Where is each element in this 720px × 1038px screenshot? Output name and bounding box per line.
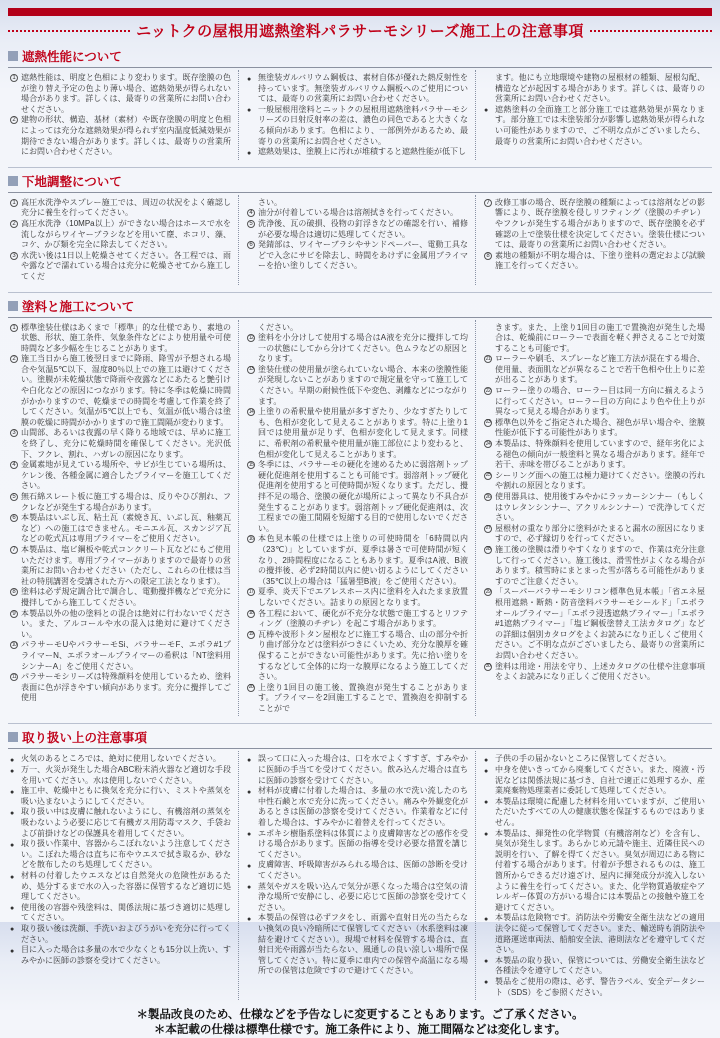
- circled-number-icon: 1: [10, 74, 18, 82]
- precaution-item: [484, 73, 705, 105]
- section-paint-and-application: [8, 292, 712, 717]
- bullet-icon: ●: [247, 862, 252, 870]
- precaution-item: [247, 198, 468, 209]
- text-column: [475, 195, 712, 285]
- circled-number-icon: 18: [248, 610, 254, 617]
- circled-number-icon: 27: [485, 525, 491, 532]
- precaution-text: ください。: [258, 322, 298, 332]
- circled-number-icon: 8: [484, 252, 492, 260]
- precaution-item: [484, 105, 705, 147]
- precaution-item: [247, 105, 468, 147]
- precaution-item: [484, 765, 705, 797]
- precaution-item: [484, 386, 705, 418]
- precaution-text: ローラーや刷毛、スプレーなど施工方法が混在する場合、使用量、表面肌などが異なることで若干色相や仕上りに差が出ることがあります。: [495, 354, 705, 385]
- precaution-item: [247, 683, 468, 715]
- precaution-text: 素地の種類が不明な場合は、下塗り塗料の選定および試験施工を行ってください。: [495, 250, 705, 271]
- bullet-icon: ●: [247, 915, 252, 923]
- section-square-icon: [8, 732, 18, 742]
- precaution-text: 材料の付着したウエスなどは自然発火の危険性があるため、処分するまで水の入った容器に保管するなど適切に処理してください。: [21, 871, 231, 902]
- precaution-text: パラサーモシリーズは特殊顔料を使用しているため、塗料表面に色が浮きやすい傾向があります。充分に攪拌してご使用: [21, 672, 231, 703]
- precaution-item: [247, 240, 468, 272]
- section-title: [8, 172, 712, 193]
- circled-number-icon: 17: [248, 588, 254, 595]
- circled-number-icon: 13: [248, 366, 254, 373]
- circled-number-icon: 1: [10, 324, 18, 332]
- circled-number-icon: 9: [10, 610, 18, 618]
- precaution-item: [247, 860, 468, 881]
- bullet-icon: ●: [10, 905, 15, 913]
- precaution-item: [10, 323, 231, 355]
- bullet-icon: ●: [484, 756, 489, 764]
- text-column: [8, 751, 238, 1000]
- precaution-item: [10, 545, 231, 587]
- circled-number-icon: 24: [485, 440, 491, 447]
- circled-number-icon: 22: [485, 387, 491, 394]
- precaution-text: 取り扱い作業中、容器からこぼれないよう注意してください。こぼれた場合は直ちに布やウエスで拭き取るか、砂などを散布したのち処理してください。: [21, 839, 231, 870]
- precaution-text: 本製品は環境に配慮した材料を用いていますが、ご使用いただいたすべての人の健康状態を保証するものではありません。: [495, 796, 705, 828]
- bullet-icon: ●: [484, 799, 489, 807]
- sections-container: [8, 47, 712, 1000]
- section-square-icon: [8, 176, 18, 186]
- precaution-item: [484, 439, 705, 471]
- precaution-item: [10, 354, 231, 428]
- precaution-item: [484, 418, 705, 439]
- precaution-text: 無塗装ガルバリウム鋼板は、素材自体が優れた熱反射性を持っています。無塗装ガルバリウム鋼板へのご使用については、最寄りの営業所にお問い合わせください。: [258, 73, 468, 104]
- precaution-item: [484, 251, 705, 272]
- section-square-icon: [8, 301, 18, 311]
- precaution-text: 塗装仕様の使用量が塗られていない場合、本来の塗膜性能が発現しないことがありますので規定量を守って施工してください。早期の耐候性低下や変色、剥離などにつながります。: [258, 364, 468, 406]
- bullet-icon: ●: [247, 756, 252, 764]
- precaution-item: [10, 839, 231, 871]
- precaution-item: [484, 492, 705, 524]
- circled-number-icon: 14: [248, 408, 254, 415]
- precaution-item: [247, 73, 468, 105]
- precaution-text: 製品をご使用の際は、必ず、警告ラベル、安全データシート（SDS）をご参照ください。: [495, 976, 705, 997]
- precaution-text: 使用後の容器や残塗料は、関係法規に基づき適切に処理してください。: [21, 902, 231, 923]
- footer-note-2: ＊本記載の仕様は標準仕様です。施工条件により、施工間隔などは変化します。: [153, 1024, 567, 1037]
- precaution-text: 高圧水洗浄（10MPa以上）ができない場合はホースで水を流しながらワイヤーブラシなどを用いて塵、ホコリ、藻、コケ、かび類を完全に除去してください。: [21, 218, 231, 250]
- precaution-item: [10, 428, 231, 460]
- bullet-icon: ●: [10, 873, 15, 881]
- precaution-text: きます。また、上塗り1回目の施工で置換泡が発生した場合は、乾燥前にローラーで表面を軽く押さえることで対策することも可能です。: [495, 322, 705, 353]
- precaution-text: 火気のあるところでは、絶対に使用しないでください。: [21, 754, 221, 764]
- precaution-text: 万一、火災が発生した場合ABC粉末消火器など適切な手段を用いてください。水は使用しないでください。: [21, 765, 231, 785]
- precaution-item: [10, 513, 231, 545]
- precaution-text: 洗浄後、瓦の破損、役物の釘浮きなどの確認を行い、補修が必要な場合は適切に処理してください。: [258, 218, 468, 239]
- precaution-text: 遮熱塗料の全面施工と部分施工では遮熱効果が異なります。部分施工では未塗装部分が影響し遮熱効果が得られない可能性がありますので、ご不明な点がございましたら、最寄りの営業所にお問い合わせください。: [495, 104, 705, 146]
- bullet-icon: ●: [247, 788, 252, 796]
- precaution-text: 本製品は、特殊顔料を使用していますので、経年劣化による褪色の傾向が一般塗料と異なる場合があります。経年で若干、赤味を帯びることがあります。: [495, 439, 705, 470]
- bullet-icon: ●: [484, 979, 489, 987]
- precaution-text: 上塗りの希釈量や使用量が多すぎたり、少なすぎたりしても、色相が変化して見えることがあります。特に上塗り1回では使用量が足りず、色相が変化して見えます。同様に、希釈剤の希釈量や使用量が施工部位により変わると、色相が変化して見えることがあります。: [258, 407, 468, 459]
- circled-number-icon: 5: [10, 493, 18, 501]
- precaution-text: 使用器具は、使用後すみやかにラッカーシンナー（もしくはウレタンシンナー、アクリルシンナー）で洗浄してください。: [495, 492, 705, 523]
- precaution-text: 施工中、乾燥中ともに換気を充分に行い、ミストや蒸気を吸い込まないようにしてください。: [21, 786, 231, 806]
- precaution-text: 目に入った場合は多量の水で少なくとも15分以上洗い、すみやかに医師の診察を受けてください。: [21, 945, 231, 965]
- precaution-text: 本製品は、揮発性の化学物質（有機溶剤など）を含有し、臭気が発生します。あらかじめ元請や施主、近隣住民への説明を行い、了解を得てください。臭気が周辺にある物に付着する場合があります。付着が予想されるものは、施工箇所からできるだけ遠ざけ、屋内に揮発成分が流入しないように養生を行ってください。また、化学物質過敏症やアレルギー体質の方がいる場合には本製品との接触や施工を避けてください。: [495, 828, 705, 912]
- precaution-item: [10, 73, 231, 115]
- circled-number-icon: 5: [247, 220, 255, 228]
- precaution-text: エポキシ樹脂系塗料は体質により皮膚障害などの感作を受ける場合があります。医師の指導を受け必要な措置を講じてください。: [258, 828, 468, 859]
- precaution-item: [10, 807, 231, 839]
- precaution-item: [10, 786, 231, 807]
- circled-number-icon: 2: [10, 220, 18, 228]
- circled-number-icon: 29: [485, 588, 491, 595]
- circled-number-icon: 2: [10, 116, 18, 124]
- precaution-text: 取り扱い中は皮膚に触れないようにし、有機溶剤の蒸気を吸わないよう必要に応じて有機ガス用防毒マスク、手袋および前掛けなどの保護具を着用してください。: [21, 807, 231, 838]
- circled-number-icon: 8: [10, 588, 18, 596]
- precaution-text: 冬季には、パラサーモの硬化を速めるために弱溶剤トップ硬化促進剤を使用することも可能です。弱溶剤トップ硬化促進剤を使用すると可使時間が短くなります。ただし、攪拌不足の場合、塗膜の硬化が場所によって異なり不具合が発生することがあります。弱溶剤トップ硬化促進剤は、次工程までの施工間隔を短縮する目的で使用しないでください。: [258, 460, 468, 533]
- precaution-item: [10, 903, 231, 924]
- precaution-item: [10, 945, 231, 966]
- bullet-icon: ●: [484, 915, 489, 923]
- precaution-text: ローラー塗りの場合、ローラー目は同一方向に揃えるように行ってください。ローラー目の方向により色や仕上りが異なって見える場合があります。: [495, 386, 705, 417]
- precaution-text: 高圧水洗浄やスプレー施工では、周辺の状況をよく確認し充分に養生を行ってください。: [21, 197, 231, 218]
- precaution-text: 本色見本帳の仕様では上塗りの可使時間を「6時間以内（23℃）」としていますが、夏季は暑さで可使時間が短くなり、2時間程度になることもあります。夏季はA液、B液の攪拌後、必ず2時間以内に使い切るようにしてください（35℃以上の場合は「猛暑型B液」をご使用ください）。: [258, 534, 468, 586]
- bullet-icon: ●: [10, 767, 15, 775]
- precaution-item: [484, 587, 705, 661]
- precaution-item: [247, 208, 468, 219]
- circled-number-icon: 28: [485, 546, 491, 553]
- precaution-text: 山間部、あるいは夜露の早く降りる地域では、早めに施工を終了し、充分に乾燥時間を確保してください。光沢低下、フクレ、割れ、ハガレの原因になります。: [21, 428, 231, 459]
- section-handling-precautions: [8, 723, 712, 1000]
- precaution-item: [484, 956, 705, 977]
- precaution-item: [247, 882, 468, 914]
- precaution-text: 無石綿スレート板に施工する場合は、反りやひび割れ、フクレなどが発生する場合があります。: [21, 492, 231, 512]
- circled-number-icon: 10: [11, 641, 17, 648]
- circled-number-icon: 23: [485, 419, 491, 426]
- precaution-item: [10, 672, 231, 704]
- precaution-text: 本製品は危険物です。消防法や労働安全衛生法などの適用法令に従って保管してください。また、輸送時も消防法や道路運送車両法、船舶安全法、港則法などを遵守してください。: [495, 913, 705, 955]
- precaution-text: 各工程において、硬化が不充分な状態で施工するとリフティング（塗膜のチヂレ）を起こす場合があります。: [258, 608, 468, 629]
- circled-number-icon: 11: [11, 673, 17, 680]
- precaution-item: [484, 829, 705, 914]
- text-column: [8, 195, 238, 285]
- precaution-item: [247, 333, 468, 365]
- precaution-item: [247, 323, 468, 334]
- text-column: [238, 751, 475, 1000]
- dotted-leader-left: [8, 30, 130, 32]
- precaution-text: 蒸気やガスを吸い込んで気分が悪くなった場合は空気の清浄な場所で安静にし、必要に応じて医師の診察を受けてください。: [258, 881, 468, 912]
- circled-number-icon: 26: [485, 493, 491, 500]
- precaution-item: [484, 524, 705, 545]
- section-title: [8, 47, 712, 68]
- precaution-text: 塗料は用途・用法を守り、上述カタログの仕様や注意事項をよくお読みになり正しくご使用ください。: [495, 661, 705, 682]
- precaution-item: [484, 471, 705, 492]
- precaution-text: 本製品の保管は必ずフタをし、雨露や直射日光の当たらない換気の良い冷暗所にて保管してください（水系塗料は凍結を避けてください）。現場で材料を保管する場合は、直射日光や雨露が当たらない、風通しの良い涼しい場所で保管してください。特に夏季に車内での保管や高温になる場所での保管は危険ですので避けてください。: [258, 913, 468, 976]
- precaution-item: [10, 219, 231, 251]
- precaution-item: [247, 754, 468, 786]
- bullet-icon: ●: [484, 831, 489, 839]
- footer: [8, 1008, 712, 1038]
- precaution-text: 上塗り1回目の施工後、置換泡が発生することがあります。プライマーを2回施工することで、置換泡を抑制することがで: [258, 682, 468, 713]
- dotted-leader-right: [590, 30, 712, 32]
- precaution-item: [10, 871, 231, 903]
- precaution-text: 一般屋根用塗料とニットクの屋根用遮熱塗料パラサーモシリーズの日射反射率の差は、濃色の同色であると大きくなる傾向があります。色相により、一部例外があるため、最寄りの営業所にお問合せください。: [258, 104, 468, 146]
- precaution-item: [247, 786, 468, 828]
- section-title: [8, 728, 712, 749]
- text-column: [475, 320, 712, 717]
- precaution-item: [247, 365, 468, 407]
- precaution-text: 建物の形状、構造、基材（素材）や既存塗膜の明度と色相によっては充分な遮熱効果が得られず室内温度低減効果が期待できない場合があります。詳しくは、最寄りの営業所にお問い合わせください。: [21, 115, 231, 157]
- precaution-text: 施工後の塗膜は滑りやすくなりますので、作業は充分注意して行ってください。施工後は、滑雪性がよくなる場合があります。積雪時にまとまった雪が落ちる可能性がありますのでご注意ください。: [495, 544, 705, 586]
- precaution-text: 本製品の取り扱い、保管については、労働安全衛生法など各種法令を遵守してください。: [495, 955, 705, 976]
- section-square-icon: [8, 51, 18, 61]
- precaution-item: [484, 662, 705, 683]
- bullet-icon: ●: [484, 107, 489, 115]
- precaution-text: 標準塗装仕様はあくまで「標準」的な仕様であり、素地の状態、形状、施工条件、気象条件などにより使用量や可使時間など多少幅を生じることがあります。: [21, 322, 231, 353]
- section-substrate-preparation: [8, 167, 712, 285]
- footer-note-1: ＊製品改良のため、仕様などを予告なしに変更することもあります。ご了承ください。: [136, 1009, 584, 1022]
- circled-number-icon: 6: [10, 514, 18, 522]
- precaution-text: 夏季、炎天下でエアレスホース内に塗料を入れたまま放置しないでください。詰まりの原因となります。: [258, 587, 468, 607]
- circled-number-icon: 30: [485, 663, 491, 669]
- text-column: [238, 320, 475, 717]
- section-title-text: 下地調整について: [22, 174, 122, 189]
- bullet-icon: ●: [10, 841, 15, 849]
- precaution-item: [10, 251, 231, 283]
- text-column: [238, 195, 475, 285]
- precaution-item: [247, 407, 468, 460]
- top-red-bar: [8, 8, 712, 16]
- precaution-text: さい。: [258, 197, 282, 207]
- bullet-icon: ●: [10, 947, 15, 955]
- precaution-item: [484, 198, 705, 251]
- precaution-text: パラサーモUやパラサーモSi、パラサーモF、エポラ#1プライマーN、エポラオールプライマーの希釈は「NT塗料用シンナーA」をご使用ください。: [21, 640, 231, 671]
- text-column: [238, 70, 475, 160]
- circled-number-icon: 4: [10, 461, 18, 469]
- precaution-item: [10, 765, 231, 786]
- section-title-text: 取り扱い上の注意事項: [22, 731, 148, 746]
- circled-number-icon: 20: [248, 684, 254, 691]
- text-column: [475, 70, 712, 160]
- precaution-item: [247, 913, 468, 977]
- circled-number-icon: 7: [10, 546, 18, 554]
- precaution-item: [247, 147, 468, 158]
- precaution-item: [10, 198, 231, 219]
- circled-number-icon: 25: [485, 472, 491, 479]
- circled-number-icon: 21: [485, 355, 491, 362]
- precaution-text: 屋根材の重なり部分に塗料がたまると漏水の原因になりますので、必ず縁切りを行ってください。: [495, 523, 705, 544]
- precaution-text: 遮熱性能は、明度と色相により変わります。既存塗膜の色が塗り替え予定の色より薄い場合、遮熱効果が得られない場合があります。詳しくは、最寄りの営業所にお問い合わせください。: [21, 73, 231, 114]
- precaution-text: シーリング面への施工は極力避けてください。塗膜の汚れや割れの原因となります。: [495, 470, 705, 491]
- precaution-text: 施工当日から施工後翌日までに降雨、降雪が予想される場合や気温5℃以下、湿度80％以上での施工は避けてください。塗膜が未乾燥状態で降雨や夜露などにあたると艶引けや白化などの原因につながります。特に冬季は乾燥に時間がかかりますので、乾燥までの時間を考慮して作業を終了してください。気温が5℃以上でも、気温が低い場合は塗膜の乾燥に時間がかかりますので施工間隔が変わります。: [21, 354, 231, 427]
- circled-number-icon: 15: [248, 461, 254, 468]
- precaution-item: [484, 977, 705, 998]
- precaution-text: 瓦棒や波形トタン屋根などに施工する場合、山の部分や折り曲げ部分などは塗料がつきにくいため、充分な膜厚を確保することができない可能性があります。先に拾い塗りをするなどして全体的に均一な膜厚になるよう施工してください。: [258, 629, 468, 682]
- precaution-item: [484, 354, 705, 386]
- bullet-icon: ●: [10, 756, 15, 764]
- section-title: [8, 297, 712, 318]
- precaution-item: [247, 587, 468, 608]
- precaution-item: [247, 630, 468, 683]
- precaution-text: ます。他にも立地環境や建物の屋根材の種類、屋根勾配、構造などが起因する場合があります。詳しくは、最寄りの営業所にお問い合わせください。: [495, 73, 705, 104]
- precaution-text: 中身を使いきってから廃棄してください。また、廃液・汚泥などは関係法規に基づき、自社で適正に処理するか、産業廃棄物処理業者に委託して処理してください。: [495, 765, 705, 796]
- page-title: ニットクの屋根用遮熱塗料パラサーモシリーズ施工上の注意事項: [136, 23, 584, 40]
- circled-number-icon: 3: [10, 252, 18, 260]
- precaution-text: 皮膚障害、呼吸障害がみられる場合は、医師の診断を受けてください。: [258, 860, 468, 880]
- precaution-text: 金属素地が見えている場所や、サビが生じている場所は、ケレン後、各種金属に適合したプライマーを施工してください。: [21, 460, 231, 491]
- precaution-item: [484, 323, 705, 355]
- circled-number-icon: 4: [247, 209, 255, 217]
- precaution-item: [10, 609, 231, 641]
- bullet-icon: ●: [247, 149, 252, 157]
- precaution-item: [247, 460, 468, 534]
- circled-number-icon: 19: [248, 631, 254, 638]
- bullet-icon: ●: [484, 958, 489, 966]
- precaution-item: [10, 460, 231, 492]
- circled-number-icon: 3: [10, 429, 18, 437]
- precaution-text: 標準色以外をご指定された場合、褪色が早い場合や、塗膜性能が低下する可能性があります。: [495, 417, 705, 438]
- precaution-item: [10, 492, 231, 513]
- precaution-text: 水洗い後は1日以上乾燥させてください。各工程では、雨や露などで濡れている場合は充分に乾燥させてから施工してくだ: [21, 250, 231, 281]
- precaution-item: [10, 924, 231, 945]
- precaution-text: 遮熱効果は、塗膜上に汚れが堆積すると遮熱性能が低下し: [258, 147, 466, 157]
- precaution-text: 改修工事の場合、既存塗膜の種類によっては溶剤などの影響により、既存塗膜を侵しリフティング（塗膜のチヂレ）やフクレが発生する場合がありますので、既存塗膜を必ず確認の上で塗装仕様を決定してください。塗装仕様については、最寄りの営業所にお問い合わせください。: [495, 197, 705, 250]
- circled-number-icon: 7: [484, 199, 492, 207]
- precaution-item: [10, 115, 231, 157]
- circled-number-icon: 12: [248, 334, 254, 341]
- precaution-text: 油分が付着している場合は溶剤拭きを行ってください。: [258, 208, 458, 218]
- precaution-text: 塗料は必ず規定調合比で調合し、電動攪拌機などで充分に攪拌してから施工してください。: [21, 587, 231, 607]
- bullet-icon: ●: [247, 75, 252, 83]
- precaution-text: 本製品以外の他の塗料との混合は絶対に行わないでください。また、アルコールや水の混入は絶対に避けてください。: [21, 608, 231, 639]
- precaution-item: [247, 609, 468, 630]
- bullet-icon: ●: [10, 926, 15, 934]
- precaution-item: [247, 219, 468, 240]
- text-column: [475, 751, 712, 1000]
- circled-number-icon: 1: [10, 199, 18, 207]
- section-title-text: 塗料と施工について: [22, 299, 135, 314]
- precaution-text: 塗料を小分けして使用する場合はA液を充分に攪拌して均一の状態にしてから分けてください。色ムラなどの原因となります。: [258, 333, 468, 364]
- precaution-text: 本製品は、塩ビ鋼板や乾式コンクリート瓦などにもご使用いただけます。専用プライマーがありますので最寄りの営業所にお問い合わせください（ただし、これらの仕様は当社の特別講習を受講された方への限定工法となります）。: [21, 544, 231, 586]
- bullet-icon: ●: [484, 767, 489, 775]
- precaution-text: 本製品はいぶし瓦、粘土瓦（素焼き瓦、いぶし瓦、釉薬瓦など）への施工はできません。モニエル瓦、スカンジア瓦などの乾式瓦は専用プライマーをご使用ください。: [21, 513, 231, 544]
- bullet-icon: ●: [247, 831, 252, 839]
- circled-number-icon: 16: [248, 535, 254, 542]
- precaution-item: [10, 754, 231, 765]
- bullet-icon: ●: [10, 788, 15, 796]
- section-title-text: 遮熱性能について: [22, 50, 122, 64]
- precaution-text: 子供の手の届かないところに保管してください。: [495, 754, 671, 764]
- precaution-item: [10, 587, 231, 608]
- precaution-text: 取り扱い後は洗顔、手洗いおよびうがいを充分に行ってください。: [21, 923, 231, 944]
- precaution-item: [484, 754, 705, 765]
- title-band: [8, 20, 712, 41]
- circled-number-icon: 6: [247, 241, 255, 249]
- precaution-text: 材料が皮膚に付着した場合は、多量の水で洗い流したのち中性石鹸と水で充分に洗ってください。痛みや外観変化があるときは医師の診察を受けてください。作業着などに付着した場合は、すみやかに着替えを行ってください。: [258, 786, 468, 828]
- bullet-icon: ●: [247, 884, 252, 892]
- precaution-text: 誤って口に入った場合は、口を水でよくすすぎ、すみやかに医師の手当てを受けてください。飲み込んだ場合は直ちに医師の診察を受けてください。: [258, 754, 468, 785]
- precaution-item: [10, 640, 231, 672]
- circled-number-icon: 2: [10, 355, 18, 363]
- section-heat-shield-performance: [8, 47, 712, 160]
- precaution-item: [247, 829, 468, 861]
- precaution-item: [484, 797, 705, 829]
- precaution-text: 「スーパーパラサーモシリコン標準色見本帳」「省エネ屋根用遮熱・断熱・防音塗料パラサーモシールド」「エポラオールプライマー」「エポラ浸透遮熱プライマー」「エポラ#1遮熱プライマー」「塩ビ鋼板塗替え工法カタログ」などの詳細は個別カタログをよくお読みになり正しくご使用ください。ご不明な点がございましたら、最寄りの営業所にお問い合わせください。: [495, 587, 705, 660]
- bullet-icon: ●: [10, 809, 15, 817]
- precaution-text: 発錆部は、ワイヤーブラシやサンドペーパー、電動工具などで入念にサビを除去し、時間をあけずに金属用プライマーを拾い塗りしてください。: [258, 240, 468, 271]
- bullet-icon: ●: [247, 107, 252, 115]
- text-column: [8, 320, 238, 717]
- text-column: [8, 70, 238, 160]
- precaution-item: [484, 913, 705, 955]
- precaution-item: [484, 545, 705, 587]
- precaution-item: [247, 534, 468, 587]
